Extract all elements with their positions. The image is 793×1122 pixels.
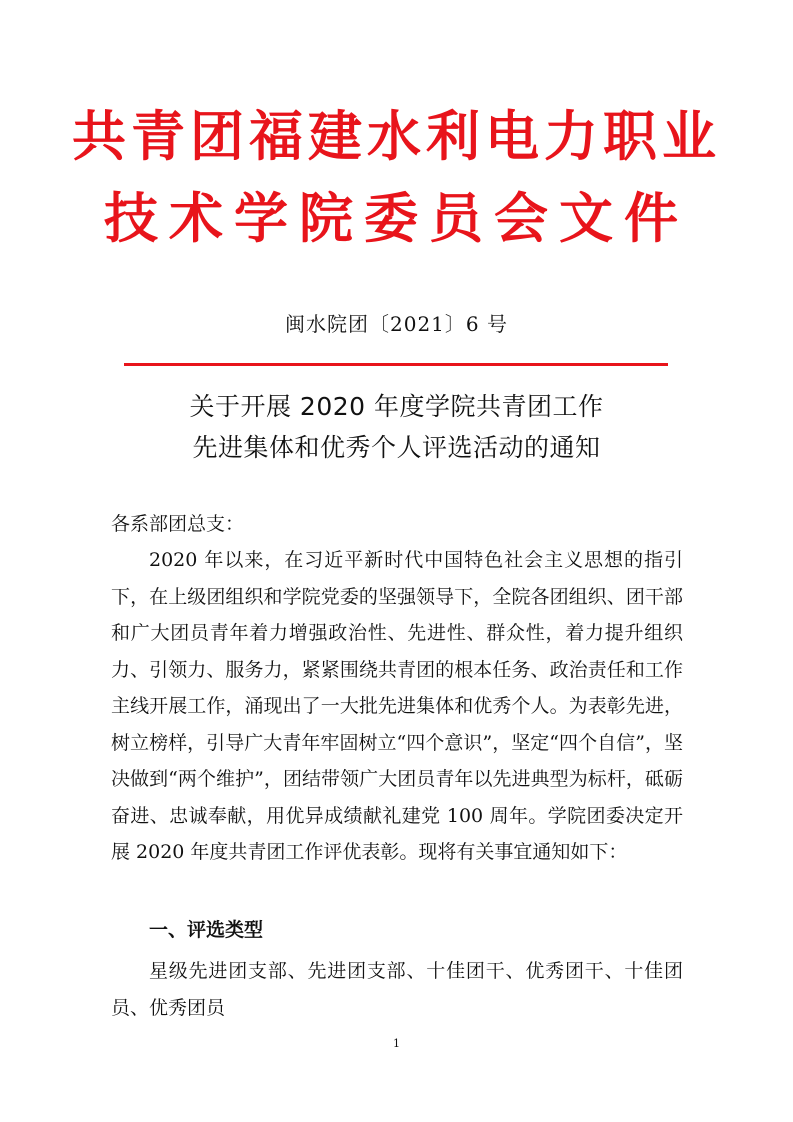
section-heading: 一、评选类型 bbox=[149, 919, 264, 941]
notice-title-line1: 关于开展 2020 年度学院共青团工作 bbox=[189, 392, 604, 421]
notice-title-line2: 先进集体和优秀个人评选活动的通知 bbox=[192, 433, 601, 462]
salutation: 各系部团总支： bbox=[111, 513, 245, 535]
body-paragraph: 2020 年以来，在习近平新时代中国特色社会主义思想的指引下，在上级团组织和学院党委的坚强领导下，全院各团组织、团干部和广大团员青年着力增强政治性、先进性、群众性，着力提升组织力、引领力、服务力，紧紧围绕共青团的根本任务、政治责任和工作主线开展工作，涌现出了一大批先进集体和优秀个人。为表彰先进，树立榜样，引导广大青年牢固树立“四个意识”，坚定“四个自信”，坚决做到“两个维护”，团结带领广大团员青年以先进典型为标杆，砥砺奋进、忠诚奉献，用优异成绩献礼建党 100 周年。学院团委决定开展 2020 年度共青团工作评优表彰。现将有关事宜通知如下： bbox=[111, 549, 683, 863]
red-separator-line bbox=[124, 363, 668, 366]
section-paragraph: 星级先进团支部、先进团支部、十佳团干、优秀团干、十佳团员、优秀团员 bbox=[111, 960, 683, 1019]
document-number: 闽水院团〔2021〕6 号 bbox=[285, 312, 508, 336]
document-header-title-line1: 共青团福建水利电力职业 bbox=[72, 104, 721, 168]
document-header-title-line2: 技术学院委员会文件 bbox=[104, 186, 689, 250]
page-number: 1 bbox=[393, 1037, 400, 1050]
